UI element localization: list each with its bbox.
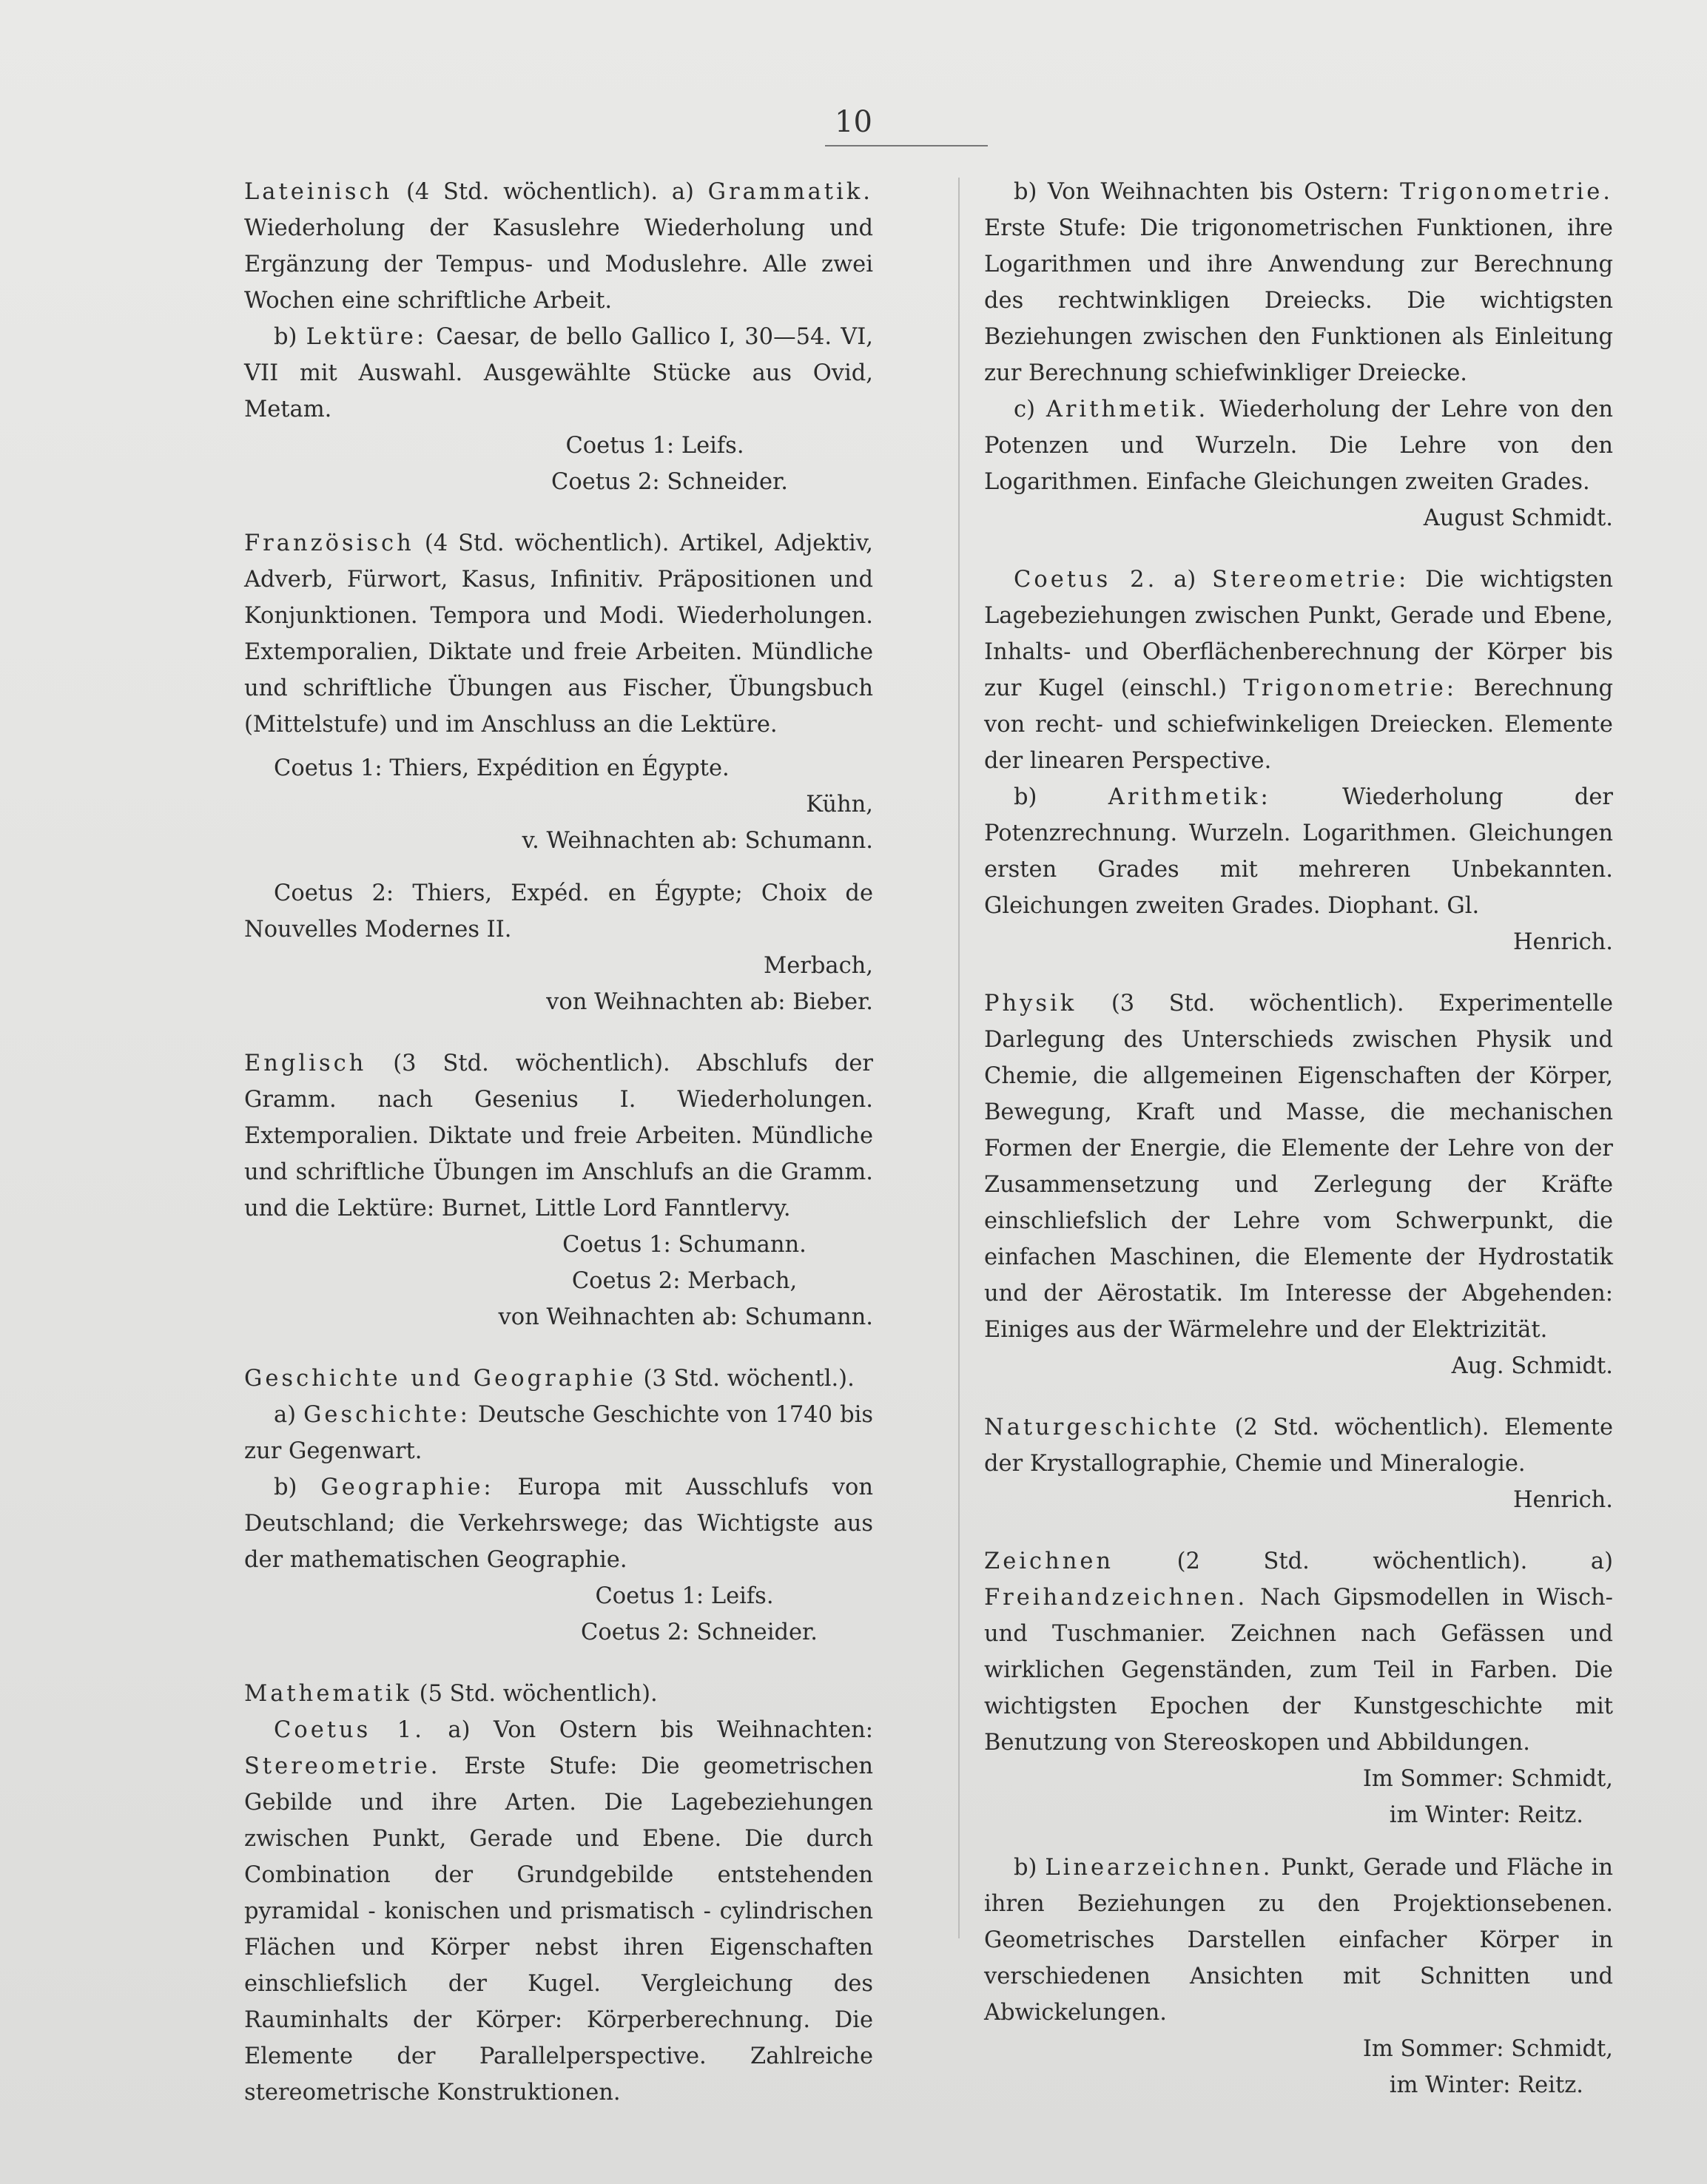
- coetus-line: Coetus 2: Thiers, Expéd. en Égypte; Choix de Nouvelles Modernes II.: [244, 880, 873, 943]
- teacher-signature: Coetus 1: Schumann.: [562, 1232, 807, 1258]
- teacher-signature: Im Sommer: Schmidt,: [1362, 1766, 1613, 1792]
- hours-text: (2 Std. wöchentlich). a): [1114, 1548, 1613, 1574]
- teacher-signature: Aug. Schmidt.: [1451, 1353, 1613, 1379]
- teacher-signature: v. Weihnachten ab: Schumann.: [522, 828, 873, 854]
- body-text: Caesar, de bello Gallico I, 30—54. VI, VII mit Auswahl. Ausgewählte Stücke aus Ovid, Metam.: [244, 324, 873, 422]
- subheading: Stereometrie.: [244, 1753, 441, 1779]
- section-geschichte: [244, 1361, 873, 1651]
- header-rule: [825, 145, 988, 146]
- subheading: Geschichte:: [303, 1402, 471, 1428]
- body-text: Erste Stufe: Die trigonometrischen Funktionen, ihre Logarithmen und ihre Anwendung zur Berechnung des rechtwinkligen Dreiecks. Die wichtigsten Beziehungen zwischen den Funktionen als Einleitung zur Berechnung schiefwinkliger Dreiecke.: [984, 215, 1613, 386]
- teacher-signature: Coetus 2: Schneider.: [581, 1620, 818, 1645]
- item-marker: c): [1014, 397, 1046, 422]
- body-text: Wiederholung der Lehre von den Potenzen und Wurzeln. Die Lehre von den Logarithmen. Einfache Gleichungen zweiten Grades.: [984, 397, 1613, 495]
- teacher-signature: Coetus 1: Leifs.: [565, 433, 744, 459]
- math-coetus1: [244, 1712, 873, 2111]
- coetus2-item-b: [984, 779, 1613, 924]
- item-marker: b): [1014, 784, 1108, 810]
- body-text: b) Von Weihnachten bis Ostern:: [1014, 179, 1401, 205]
- gesch-item-b: [244, 1469, 873, 1578]
- subheading: Grammatik.: [707, 179, 873, 205]
- math-item-b: [984, 174, 1613, 391]
- body-text: Europa mit Ausschlufs von Deutschland; die Verkehrswege; das Wichtigste aus der mathematischen Geographie.: [244, 1474, 873, 1573]
- section-heading: Mathematik: [244, 1681, 412, 1707]
- subheading: Arithmetik:: [1108, 784, 1271, 810]
- section-heading: Lateinisch: [244, 179, 393, 205]
- subheading: Geographie:: [320, 1474, 494, 1500]
- page-number: 10: [835, 105, 872, 139]
- section-latein: [244, 174, 873, 500]
- body-text: (4 Std. wöchentlich). Artikel, Adjektiv, Adverb, Fürwort, Kasus, Infinitiv. Präpositionen und Konjunktionen. Tempora und Modi. Wiederholungen. Extemporalien, Diktate und freie Arbeiten. Mündliche und schriftliche Übungen aus Fischer, Übungsbuch (Mittelstufe) und im Anschluss an die Lektüre.: [244, 530, 873, 738]
- teacher-signature: Henrich.: [1512, 1487, 1613, 1513]
- coetus-label: Coetus 1.: [274, 1717, 425, 1743]
- gesch-heading-line: [244, 1361, 873, 1397]
- body-text: Die wichtigsten Lagebeziehungen zwischen Punkt, Gerade und Ebene, Inhalts- und Oberflächenberechnung der Körper bis zur Kugel (einschl.): [984, 567, 1613, 701]
- body-text: Deutsche Geschichte von 1740 bis zur Gegenwart.: [244, 1402, 873, 1464]
- section-math-continued: [984, 174, 1613, 536]
- body-text: Punkt, Gerade und Fläche in ihren Beziehungen zu den Projektionsebenen. Geometrisches Darstellen einfacher Körper in verschiedenen Ansichten mit Schnitten und Abwickelungen.: [984, 1855, 1613, 2026]
- column-divider: [958, 178, 960, 1938]
- body-text: Wiederholung der Potenzrechnung. Wurzeln. Logarithmen. Gleichungen ersten Grades mit mehreren Unbekannten. Gleichungen zweiten Grades. Diophant. Gl.: [984, 784, 1613, 919]
- teacher-signature: Merbach,: [764, 953, 873, 979]
- natur-paragraph: [984, 1409, 1613, 1482]
- teacher-signature: Henrich.: [1512, 929, 1613, 955]
- gesch-item-a: [244, 1397, 873, 1469]
- section-franzoesisch: [244, 525, 873, 1020]
- section-englisch: [244, 1045, 873, 1335]
- teacher-signature: Coetus 2: Merbach,: [571, 1268, 798, 1294]
- body-text: Nach Gipsmodellen in Wisch- und Tuschmanier. Zeichnen nach Gefässen und wirklichen Gegenständen, zum Teil in Farben. Die wichtigsten Epochen der Kunstgeschichte mit Benutzung von Stereoskopen und Abbildungen.: [984, 1585, 1613, 1756]
- section-zeichnen: [984, 1543, 1613, 2103]
- engl-paragraph: [244, 1045, 873, 1227]
- subheading: Trigonometrie.: [1400, 179, 1613, 205]
- section-heading: Englisch: [244, 1051, 367, 1076]
- item-marker: b): [1014, 1855, 1046, 1881]
- subheading: Trigonometrie:: [1243, 675, 1458, 701]
- teacher-signature: Im Sommer: Schmidt,: [1362, 2036, 1613, 2062]
- body-text: (3 Std. wöchentlich). Experimentelle Darlegung des Unterschieds zwischen Physik und Chemie, die allgemeinen Eigenschaften der Körper, Bewegung, Kraft und Masse, die mechanischen Formen der Energie, die Elemente der Lehre von der Zusammensetzung und Zerlegung der Kräfte einschliefslich der Lehre vom Schwerpunkt, die einfachen Maschinen, die Elemente der Hydrostatik und der Aërostatik. Im Interesse der Abgehenden: Einiges aus der Wärmelehre und der Elektrizität.: [984, 991, 1613, 1343]
- coetus-line: Coetus 1: Thiers, Expédition en Égypte.: [274, 755, 730, 781]
- teacher-signature: von Weihnachten ab: Schumann.: [498, 1304, 873, 1330]
- coetus-label: Coetus 2.: [1014, 567, 1158, 593]
- physik-paragraph: [984, 985, 1613, 1348]
- zeichnen-paragraph: [984, 1543, 1613, 1761]
- teacher-signature: von Weihnachten ab: Bieber.: [546, 989, 873, 1015]
- item-marker: b): [274, 324, 306, 350]
- body-text: a) Von Ostern bis Weihnachten:: [424, 1717, 873, 1743]
- body-text: (3 Std. wöchentlich). Abschlufs der Gramm. nach Gesenius I. Wiederholungen. Extemporalien. Diktate und freie Arbeiten. Mündliche und schriftliche Übungen im Anschlufs an die Gramm. und die Lektüre: Burnet, Little Lord Fanntlervy.: [244, 1051, 873, 1221]
- teacher-signature: Coetus 1: Leifs.: [595, 1583, 774, 1609]
- subheading: Stereometrie:: [1212, 567, 1410, 593]
- hours-text: (5 Std. wöchentlich).: [411, 1681, 658, 1707]
- teacher-signature: Kühn,: [806, 792, 873, 818]
- item-marker: a): [1157, 567, 1213, 593]
- item-marker: a): [274, 1402, 304, 1428]
- left-column: [244, 174, 873, 2136]
- zeichnen-item-b: [984, 1850, 1613, 2031]
- section-heading: Physik: [984, 991, 1077, 1017]
- math-item-c: [984, 391, 1613, 500]
- math-heading-line: [244, 1676, 873, 1712]
- teacher-signature: im Winter: Reitz.: [1389, 1802, 1583, 1828]
- section-mathematik: [244, 1676, 873, 2111]
- body-text: Erste Stufe: Die geometrischen Gebilde und ihre Arten. Die Lagebeziehungen zwischen Punkt, Gerade und Ebene. Die durch Combination der Grundgebilde entstehenden pyramidal - konischen und prismatisch - cylindrischen Flächen und Körper nebst ihren Eigenschaften einschliefslich der Kugel. Vergleichung des Rauminhalts der Körper: Körperberechnung. Die Elemente der Parallelperspective. Zahlreiche stereometrische Konstruktionen.: [244, 1753, 873, 2106]
- hours-text: (3 Std. wöchentl.).: [636, 1366, 855, 1392]
- section-heading: Zeichnen: [984, 1548, 1114, 1574]
- section-heading: Geschichte und Geographie: [244, 1366, 636, 1392]
- subheading: Lektüre:: [306, 324, 428, 350]
- section-heading: Französisch: [244, 530, 414, 556]
- section-heading: Naturgeschichte: [984, 1415, 1220, 1440]
- body-text: (2 Std. wöchentlich). Elemente der Krystallographie, Chemie und Mineralogie.: [984, 1415, 1613, 1477]
- coetus2-item-a: [984, 562, 1613, 779]
- subheading: Linearzeichnen.: [1045, 1855, 1273, 1881]
- section-physik: [984, 985, 1613, 1384]
- section-math-coetus2: [984, 562, 1613, 960]
- body-text: Wiederholung der Kasuslehre Wiederholung und Ergänzung der Tempus- und Moduslehre. Alle zwei Wochen eine schriftliche Arbeit.: [244, 215, 873, 314]
- section-naturgeschichte: [984, 1409, 1613, 1518]
- subheading: Arithmetik.: [1046, 397, 1209, 422]
- franz-paragraph: [244, 525, 873, 743]
- teacher-signature: August Schmidt.: [1423, 505, 1613, 531]
- teacher-signature: im Winter: Reitz.: [1389, 2072, 1583, 2098]
- subheading: Freihandzeichnen.: [984, 1585, 1248, 1611]
- item-marker: b): [274, 1474, 321, 1500]
- right-column: [984, 174, 1613, 2129]
- body-text: Berechnung von recht- und schiefwinkeligen Dreiecken. Elemente der linearen Perspective.: [984, 675, 1614, 774]
- teacher-signature: Coetus 2: Schneider.: [551, 469, 788, 495]
- hours-text: (4 Std. wöchentlich). a): [392, 179, 708, 205]
- latein-paragraph: [244, 174, 873, 319]
- latein-lektuere: [244, 319, 873, 428]
